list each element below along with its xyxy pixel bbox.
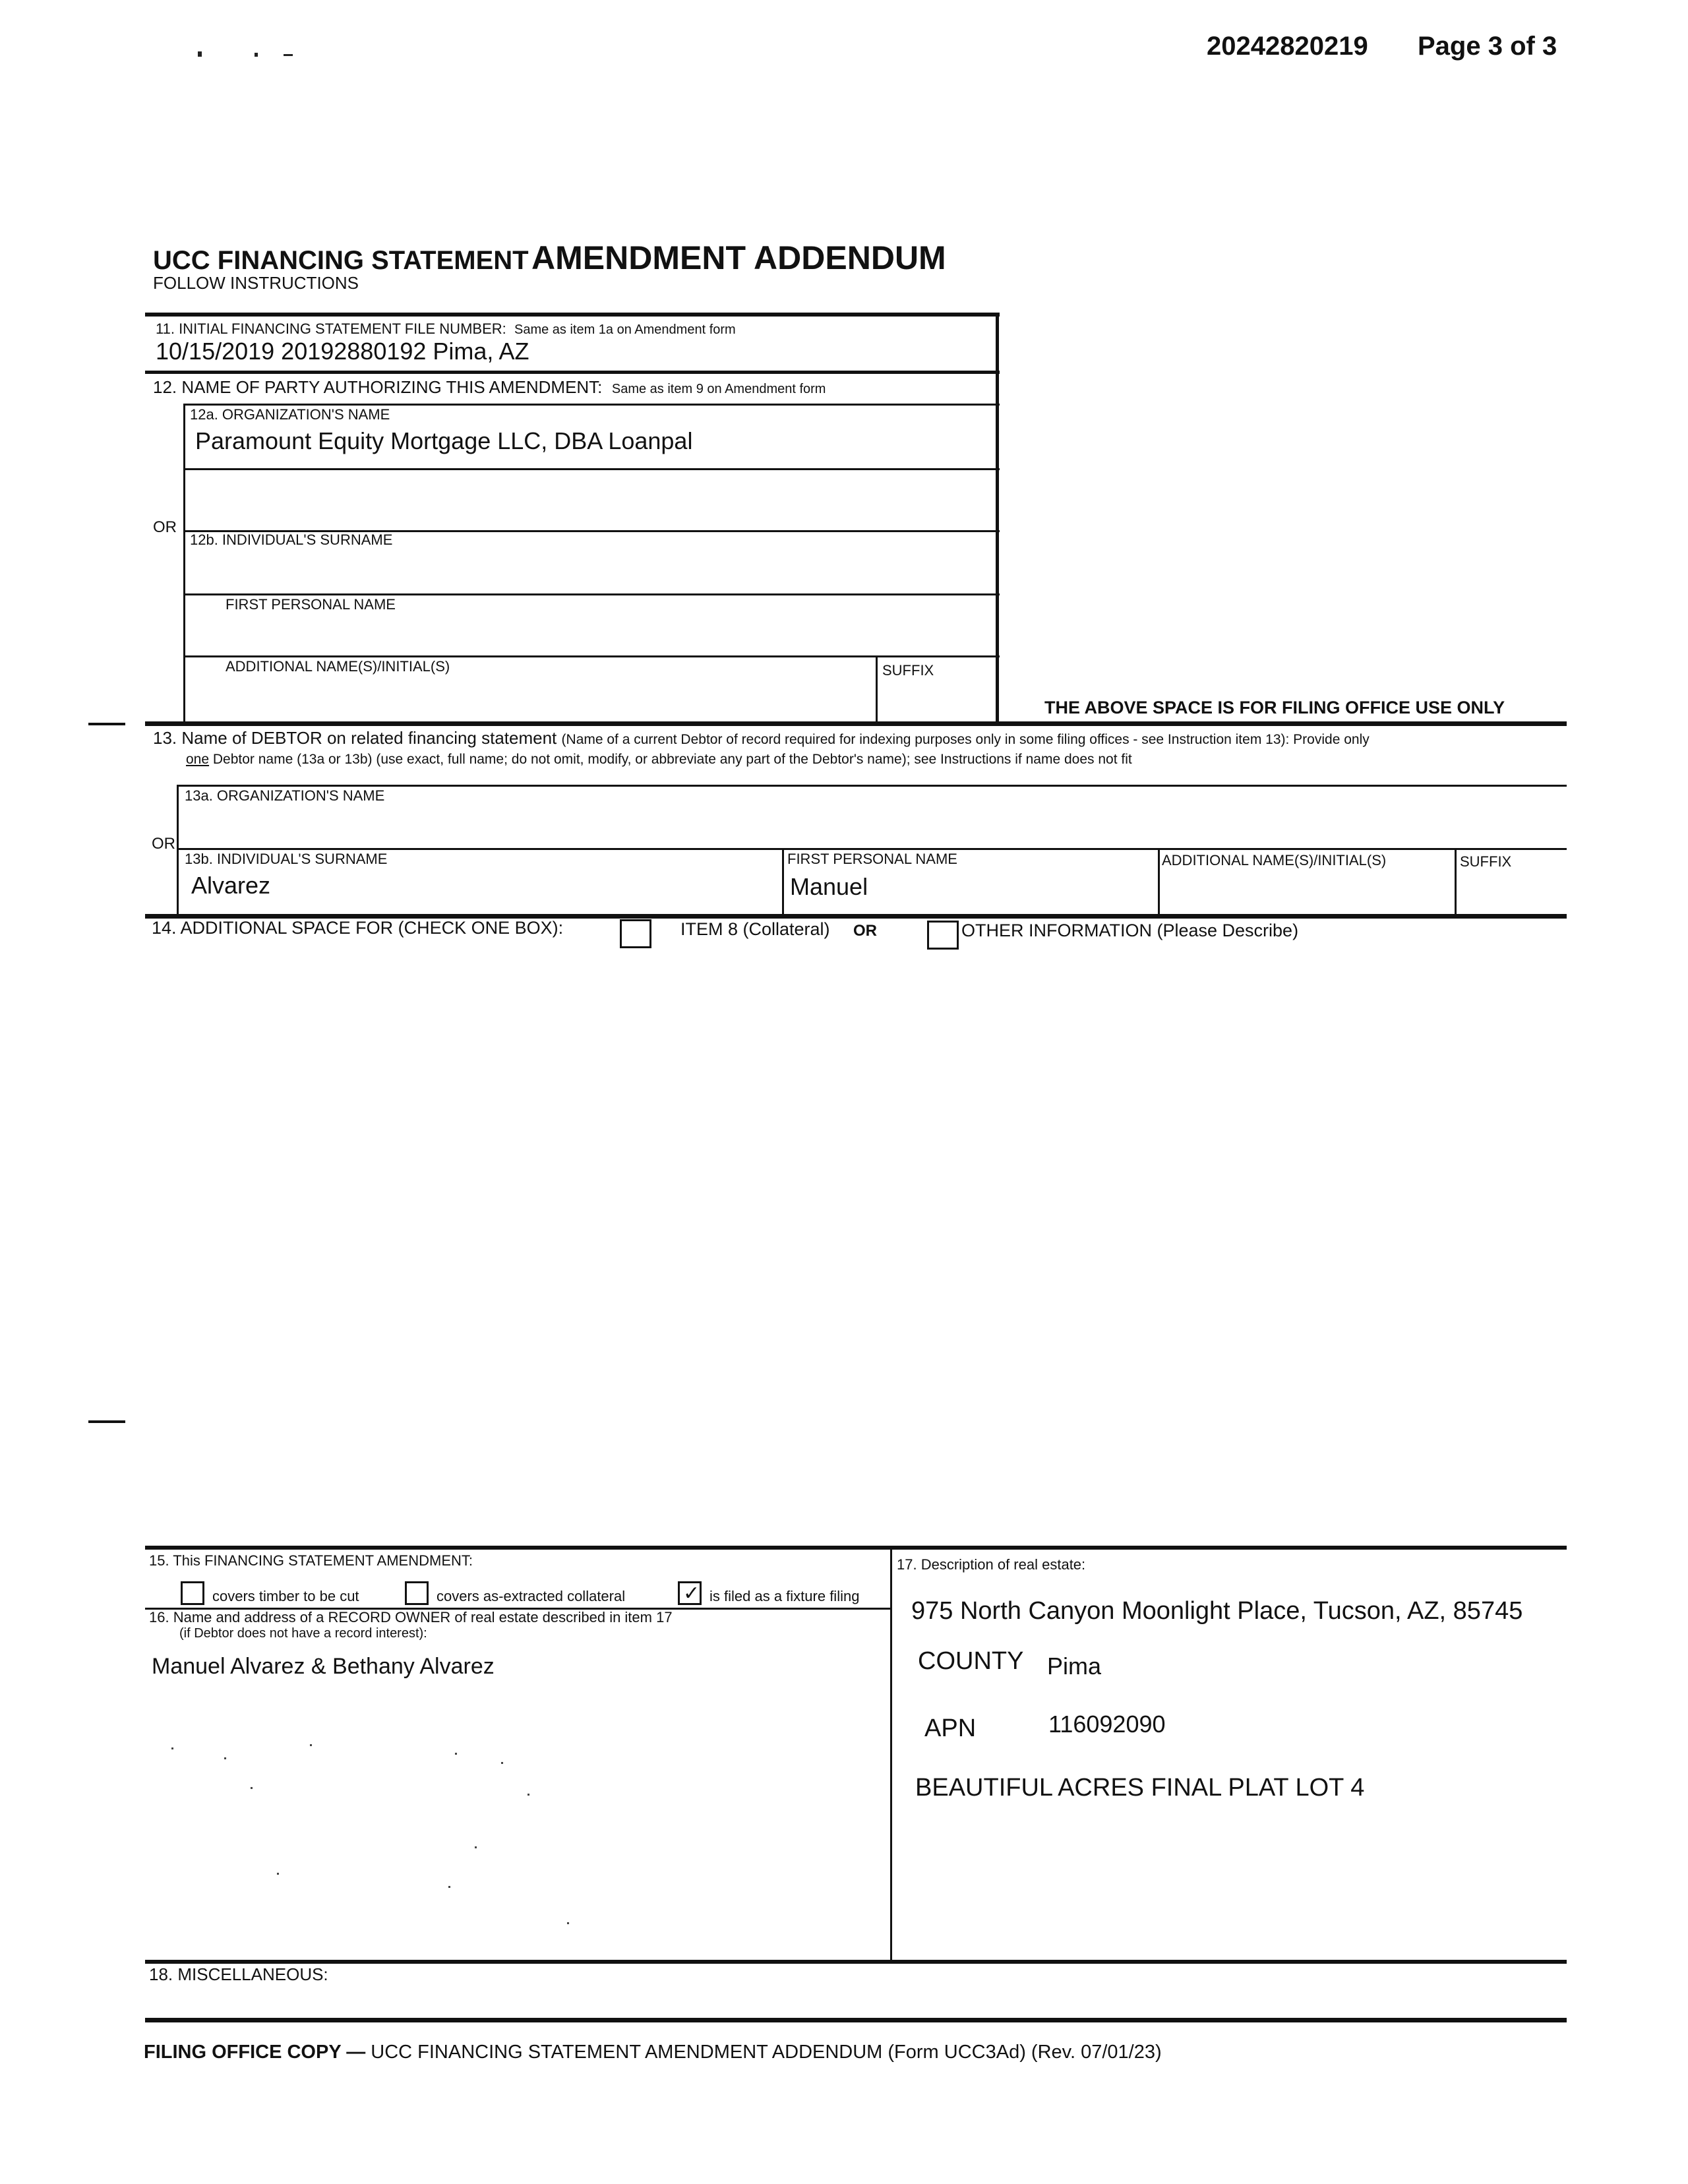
scan-speck [251,1787,253,1789]
legal-description-field[interactable]: BEAUTIFUL ACRES FINAL PLAT LOT 4 [915,1774,1365,1802]
debtor-surname-label: 13b. INDIVIDUAL'S SURNAME [185,851,388,867]
rule [996,313,999,721]
debtor-org-name-label: 13a. ORGANIZATION'S NAME [185,787,385,804]
scan-speck [501,1762,503,1764]
initial-file-number-field[interactable]: 10/15/2019 20192880192 Pima, AZ [156,338,529,365]
rule [1455,848,1457,915]
timber-checkbox[interactable] [181,1581,204,1605]
additional-name-label: ADDITIONAL NAME(S)/INITIAL(S) [226,658,450,675]
scan-speck [224,1757,226,1759]
other-information-checkbox[interactable] [927,921,959,950]
item8-collateral-checkbox[interactable] [620,919,651,948]
rule [185,468,1000,470]
county-label: COUNTY [918,1647,1024,1675]
scan-speck [475,1846,477,1848]
or-label: OR [853,922,877,940]
item16-label: 16. Name and address of a RECORD OWNER of real estate described in item 17 [149,1609,673,1625]
rule [145,371,1000,374]
fixture-filing-label: is filed as a fixture filing [709,1588,860,1604]
item12-label: 12. NAME OF PARTY AUTHORIZING THIS AMENDMENT: Same as item 9 on Amendment form [153,377,826,397]
timber-label: covers timber to be cut [212,1588,359,1604]
item18-label: 18. MISCELLANEOUS: [149,1964,328,1984]
debtor-suffix-label: SUFFIX [1460,853,1512,870]
scan-speck [277,1873,279,1875]
form-footer: FILING OFFICE COPY — UCC FINANCING STATEMENT AMENDMENT ADDENDUM (Form UCC3Ad) (Rev. 07/01/23) [144,2042,1162,2063]
rule [145,2018,1567,2022]
follow-instructions: FOLLOW INSTRUCTIONS [153,273,359,293]
scan-speck [310,1744,312,1746]
property-address-field[interactable]: 975 North Canyon Moonlight Place, Tucson, AZ, 85745 [911,1597,1523,1625]
rule [876,655,878,721]
item17-label: 17. Description of real estate: [897,1556,1086,1573]
item13-label: 13. Name of DEBTOR on related financing statement (Name of a current Debtor of record required for indexing purposes only in some filing offices - see Instruction item 13): Provide only [153,728,1370,748]
scan-speck [171,1747,173,1749]
suffix-label: SUFFIX [882,662,934,679]
rule [1158,848,1160,915]
rule [177,785,179,915]
or-label: OR [153,518,177,536]
rule [185,593,1000,595]
additional-space-area[interactable] [145,950,1567,1543]
margin-mark [88,1420,125,1423]
item15-label: 15. This FINANCING STATEMENT AMENDMENT: [149,1552,473,1569]
debtor-surname-field[interactable]: Alvarez [191,872,271,899]
filing-office-note: THE ABOVE SPACE IS FOR FILING OFFICE USE ONLY [1044,698,1505,717]
rule [890,1546,892,1962]
rule [178,848,1567,850]
rule [185,404,1000,406]
authorizing-org-name-field[interactable]: Paramount Equity Mortgage LLC, DBA Loanpal [195,427,693,454]
check-icon: ✓ [683,1583,700,1604]
debtor-first-name-field[interactable]: Manuel [790,873,868,900]
rule [145,1546,1567,1550]
item14-label: 14. ADDITIONAL SPACE FOR (CHECK ONE BOX): [152,918,564,938]
item16-sublabel: (if Debtor does not have a record interest): [179,1626,427,1641]
rule [145,313,1000,317]
item11-label: 11. INITIAL FINANCING STATEMENT FILE NUMBER: Same as item 1a on Amendment form [156,320,736,337]
rule [183,404,185,721]
rule [782,848,784,915]
fixture-filing-checkbox[interactable] [678,1581,702,1605]
record-owner-field[interactable]: Manuel Alvarez & Bethany Alvarez [152,1654,495,1679]
org-name-label: 12a. ORGANIZATION'S NAME [190,406,390,423]
scan-mark [284,54,293,56]
margin-mark [88,723,125,725]
scan-speck [455,1753,457,1755]
first-name-label: FIRST PERSONAL NAME [226,596,396,613]
as-extracted-checkbox[interactable] [405,1581,429,1605]
rule [145,721,1567,726]
rule [145,1960,1567,1964]
item13-note: one Debtor name (13a or 13b) (use exact, full name; do not omit, modify, or abbreviate any part of the Debtor's name); see Instructions if name does not fit [186,752,1132,767]
form-title: UCC FINANCING STATEMENT AMENDMENT ADDENDUM [153,239,946,276]
apn-field[interactable]: 116092090 [1048,1711,1166,1738]
debtor-additional-name-label: ADDITIONAL NAME(S)/INITIAL(S) [1162,852,1387,868]
rule [178,785,1567,787]
scan-speck [567,1922,569,1924]
scan-speck [448,1886,450,1888]
county-field[interactable]: Pima [1047,1653,1102,1680]
scan-speck [528,1794,529,1796]
page-indicator: Page 3 of 3 [1418,32,1557,61]
or-label: OR [152,835,175,853]
scan-mark [198,51,202,57]
surname-label: 12b. INDIVIDUAL'S SURNAME [190,531,393,548]
as-extracted-label: covers as-extracted collateral [437,1588,626,1604]
apn-label: APN [924,1714,977,1742]
file-number: 20242820219 [1207,32,1368,61]
other-information-label: OTHER INFORMATION (Please Describe) [961,921,1299,940]
debtor-first-name-label: FIRST PERSONAL NAME [787,851,957,867]
item8-collateral-label: ITEM 8 (Collateral) [680,919,830,939]
scan-mark [255,53,258,57]
